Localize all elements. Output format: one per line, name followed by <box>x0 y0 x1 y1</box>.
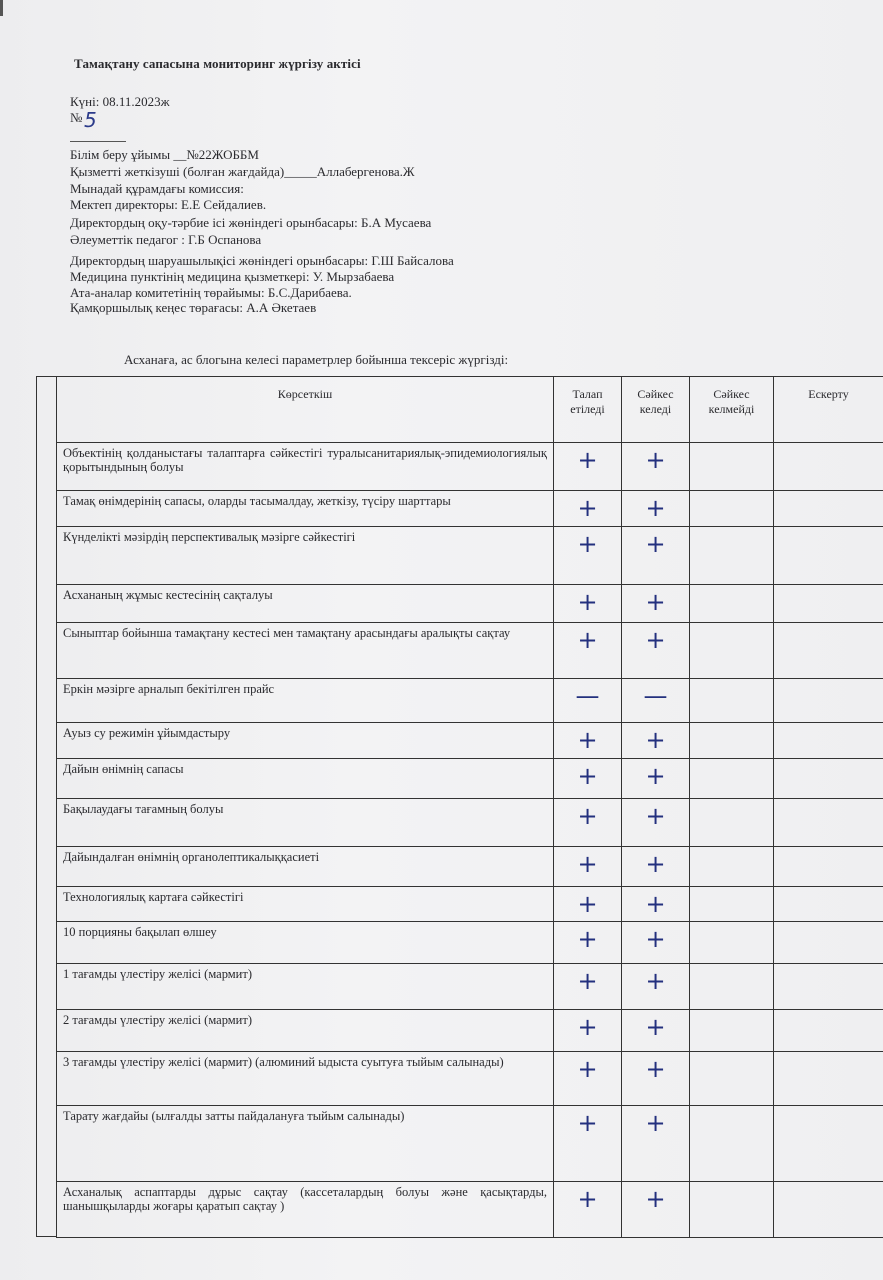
note-cell <box>774 1010 883 1052</box>
inspection-table <box>56 376 883 1238</box>
match-mark: + <box>622 887 690 922</box>
required-mark: + <box>554 443 622 491</box>
required-mark: + <box>554 759 622 799</box>
header-required: Талап етіледі <box>554 377 622 443</box>
inspection-intro: Асханаға, ас блогына келесі параметрлер бойынша тексеріс жүргізді: <box>124 352 509 367</box>
table-row <box>57 922 883 964</box>
header-line: Директордың оқу-тәрбие ісі жөніндегі орынбасары: Б.А Мусаева <box>70 215 432 230</box>
required-mark: + <box>554 799 622 847</box>
nomatch-cell <box>690 1052 774 1106</box>
match-mark: + <box>622 491 690 527</box>
nomatch-cell <box>690 799 774 847</box>
indicator-cell: Объектінің қолданыстағы талаптарға сәйкестігі туралысанитариялық-эпидемиологиялық қорытындының болуы <box>57 443 554 491</box>
match-mark: + <box>622 1106 690 1182</box>
number-underline <box>70 141 126 142</box>
table-row <box>57 1010 883 1052</box>
required-mark: + <box>554 723 622 759</box>
indicator-cell: 10 порцияны бақылап өлшеу <box>57 922 554 964</box>
document-date: Күні: 08.11.2023ж <box>70 94 170 109</box>
note-cell <box>774 491 883 527</box>
note-cell <box>774 723 883 759</box>
match-mark: + <box>622 1182 690 1238</box>
document-title: Тамақтану сапасына мониторинг жүргізу актісі <box>74 56 361 71</box>
document-number-label: № <box>70 110 83 125</box>
note-cell <box>774 443 883 491</box>
note-cell <box>774 887 883 922</box>
required-mark: + <box>554 1052 622 1106</box>
indicator-cell: Тамақ өнімдерінің сапасы, оларды тасымалдау, жеткізу, түсіру шарттары <box>57 491 554 527</box>
table-row <box>57 964 883 1010</box>
table-row <box>57 1052 883 1106</box>
required-mark: + <box>554 887 622 922</box>
note-cell <box>774 1182 883 1238</box>
required-mark: + <box>554 1010 622 1052</box>
indicator-cell: Ауыз су режимін ұйымдастыру <box>57 723 554 759</box>
indicator-cell: Дайын өнімнің сапасы <box>57 759 554 799</box>
table-row <box>57 679 883 723</box>
required-mark: + <box>554 585 622 623</box>
required-mark: + <box>554 527 622 585</box>
indicator-cell: Күнделікті мәзірдің перспективалық мәзірге сәйкестігі <box>57 527 554 585</box>
indicator-cell: 1 тағамды үлестіру желісі (мармит) <box>57 964 554 1010</box>
nomatch-cell <box>690 1106 774 1182</box>
header-line: Мектеп директоры: Е.Е Сейдалиев. <box>70 197 267 212</box>
indicator-cell: Бақылаудағы тағамның болуы <box>57 799 554 847</box>
header-line: Директордың шаруашылықісі жөніндегі орынбасары: Г.Ш Байсалова <box>70 253 454 268</box>
table-row <box>57 759 883 799</box>
table-row <box>57 623 883 679</box>
match-mark: + <box>622 443 690 491</box>
header-line: Қамқоршылық кеңес төрағасы: А.А Әкетаев <box>70 300 317 315</box>
nomatch-cell <box>690 443 774 491</box>
required-mark: — <box>554 679 622 723</box>
note-cell <box>774 759 883 799</box>
nomatch-cell <box>690 887 774 922</box>
note-cell <box>774 1052 883 1106</box>
nomatch-cell <box>690 759 774 799</box>
table-row <box>57 1106 883 1182</box>
note-cell <box>774 799 883 847</box>
indicator-cell: Тарату жағдайы (ылғалды затты пайдалануға тыйым салынады) <box>57 1106 554 1182</box>
table-row <box>57 443 883 491</box>
table-row <box>57 491 883 527</box>
required-mark: + <box>554 847 622 887</box>
nomatch-cell <box>690 585 774 623</box>
match-mark: + <box>622 623 690 679</box>
required-mark: + <box>554 623 622 679</box>
indicator-cell: 2 тағамды үлестіру желісі (мармит) <box>57 1010 554 1052</box>
table-row <box>57 585 883 623</box>
note-cell <box>774 623 883 679</box>
required-mark: + <box>554 964 622 1010</box>
nomatch-cell <box>690 527 774 585</box>
table-row <box>57 847 883 887</box>
nomatch-cell <box>690 1010 774 1052</box>
nomatch-cell <box>690 491 774 527</box>
document-number-handwritten: 5 <box>84 108 97 132</box>
note-cell <box>774 527 883 585</box>
match-mark: + <box>622 585 690 623</box>
indicator-cell: Асханалық аспаптарды дұрыс сақтау (кассеталардың болуы және қасықтарды, шанышқыларды жоғары қаратып сақтау ) <box>57 1182 554 1238</box>
header-indicator: Көрсеткіш <box>57 377 554 443</box>
table-row <box>57 1182 883 1238</box>
match-mark: + <box>622 759 690 799</box>
indicator-cell: Еркін мәзірге арналып бекітілген прайс <box>57 679 554 723</box>
header-line: Білім беру ұйымы __№22ЖОББМ <box>70 147 259 162</box>
nomatch-cell <box>690 1182 774 1238</box>
note-cell <box>774 922 883 964</box>
match-mark: + <box>622 847 690 887</box>
required-mark: + <box>554 1182 622 1238</box>
match-mark: + <box>622 799 690 847</box>
table-row <box>57 723 883 759</box>
header-match: Сәйкес келеді <box>622 377 690 443</box>
required-mark: + <box>554 491 622 527</box>
page-edge-mark <box>0 0 3 16</box>
nomatch-cell <box>690 623 774 679</box>
table-row <box>57 527 883 585</box>
match-mark: — <box>622 679 690 723</box>
table-row <box>57 799 883 847</box>
match-mark: + <box>622 1010 690 1052</box>
note-cell <box>774 679 883 723</box>
table-row <box>57 887 883 922</box>
match-mark: + <box>622 922 690 964</box>
nomatch-cell <box>690 679 774 723</box>
required-mark: + <box>554 1106 622 1182</box>
indicator-cell: 3 тағамды үлестіру желісі (мармит) (алюминий ыдыста суытуға тыйым салынады) <box>57 1052 554 1106</box>
header-line: Мынадай құрамдағы комиссия: <box>70 181 244 196</box>
indicator-cell: Технологиялық картаға сәйкестігі <box>57 887 554 922</box>
nomatch-cell <box>690 847 774 887</box>
match-mark: + <box>622 1052 690 1106</box>
header-note: Ескерту <box>774 377 883 443</box>
match-mark: + <box>622 964 690 1010</box>
match-mark: + <box>622 527 690 585</box>
nomatch-cell <box>690 922 774 964</box>
indicator-cell: Дайындалған өнімнің органолептикалыққасиеті <box>57 847 554 887</box>
note-cell <box>774 964 883 1010</box>
header-nomatch: Сәйкес келмейді <box>690 377 774 443</box>
header-line: Ата-аналар комитетінің төрайымы: Б.С.Дарибаева. <box>70 285 352 300</box>
table-left-margin <box>36 376 57 1237</box>
indicator-cell: Асхананың жұмыс кестесінің сақталуы <box>57 585 554 623</box>
nomatch-cell <box>690 723 774 759</box>
inspection-table-body <box>57 443 883 1238</box>
header-line: Қызметті жеткізуші (болған жағдайда)_____Аллабергенова.Ж <box>70 164 415 179</box>
nomatch-cell <box>690 964 774 1010</box>
header-line: Әлеуметтік педагог : Г.Б Оспанова <box>70 232 262 247</box>
match-mark: + <box>622 723 690 759</box>
note-cell <box>774 585 883 623</box>
required-mark: + <box>554 922 622 964</box>
note-cell <box>774 1106 883 1182</box>
indicator-cell: Сыныптар бойынша тамақтану кестесі мен тамақтану арасындағы аралықты сақтау <box>57 623 554 679</box>
note-cell <box>774 847 883 887</box>
header-line: Медицина пунктінің медицина қызметкері: У. Мырзабаева <box>70 269 395 284</box>
